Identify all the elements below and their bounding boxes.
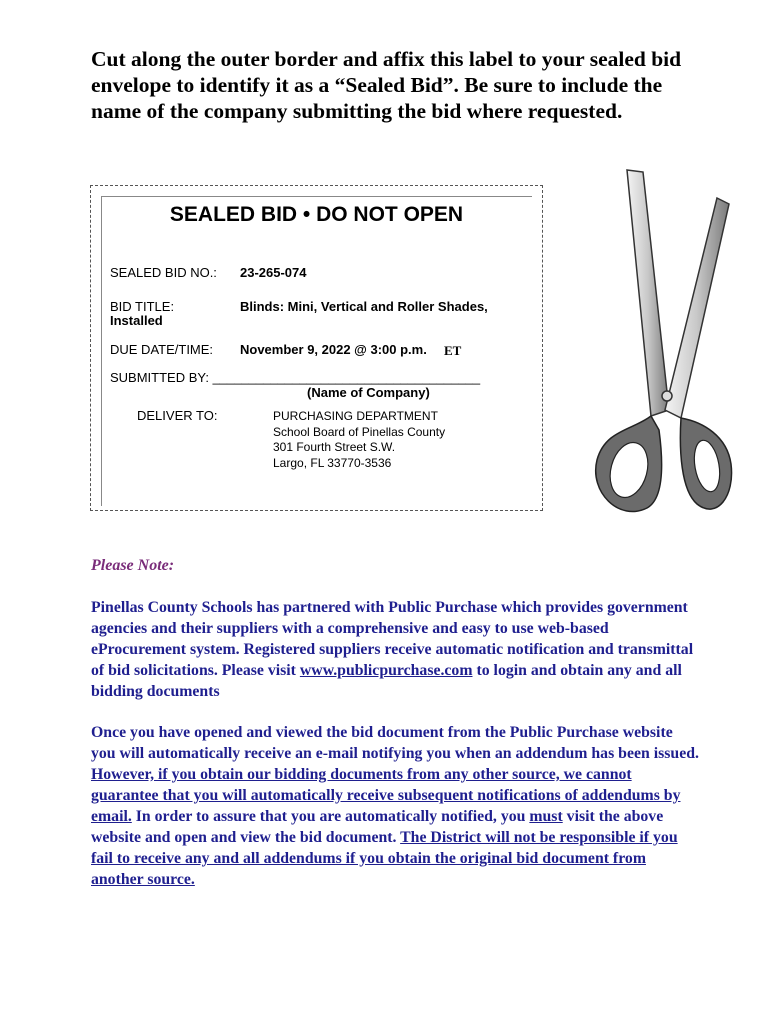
bid-title-continued: Installed [110,313,163,328]
paragraph-text: Pinellas County Schools has partnered with Public Purchase which provides government agencies and their suppliers with a comprehensive and easy to use web-based eProcurement system. Registered suppliers receive automatic notification and transmittal of bid solicitations. Please visit [91,599,694,679]
address-line: PURCHASING DEPARTMENT [273,409,438,423]
bid-title-value: Blinds: Mini, Vertical and Roller Shades, [240,299,488,314]
deliver-to-address [273,409,445,471]
label-title: SEALED BID • DO NOT OPEN [169,203,464,226]
submitted-by-line: SUBMITTED BY: _____________________________________ [110,370,481,385]
scissors-icon [585,160,735,540]
due-date-value: November 9, 2022 @ 3:00 p.m. [240,342,427,357]
address-line: 301 Fourth Street S.W. [273,440,396,454]
paragraph-text: to login and obtain any and all bidding documents [91,662,682,700]
address-line: Largo, FL 33770-3536 [273,455,392,470]
address-line: School Board of Pinellas County [273,424,446,439]
name-of-company-caption: (Name of Company) [307,385,430,400]
underlined-must: must [529,808,563,825]
paragraph-public-purchase [91,597,701,702]
deliver-to-label: DELIVER TO: [137,408,218,423]
paragraph-text: Once you have opened and viewed the bid document from the Public Purchase website you will automatically receive an e-mail notifying you when an addendum has been issued. [91,724,699,762]
instructions-text: Cut along the outer border and affix this label to your sealed bid envelope to identify it as a “Sealed Bid”. Be sure to include the name of the company submitting the bid where requested. [91,47,682,123]
public-purchase-link[interactable]: www.publicpurchase.com [299,662,473,679]
underlined-warning: However, if you obtain our bidding documents from any other source, we cannot guarantee that you will automatically receive subsequent notifications of addendums by email. [91,766,681,825]
paragraph-text: In order to assure that you are automatically notified, you [131,808,530,825]
bid-no-label: SEALED BID NO.: [110,265,217,280]
bid-no-value: 23-265-074 [240,265,307,280]
due-date-label: DUE DATE/TIME: [110,342,214,357]
underlined-disclaimer: The District will not be responsible if you fail to receive any and all addendums if you obtain the original bid document from another source. [91,829,678,888]
paragraph-text: visit the above website and open and view the bid document. [91,808,664,846]
bid-title-label: BID TITLE: [110,299,175,314]
please-note-heading: Please Note: [91,557,175,574]
due-date-timezone: ET [444,343,462,358]
paragraph-addendums [91,722,701,890]
